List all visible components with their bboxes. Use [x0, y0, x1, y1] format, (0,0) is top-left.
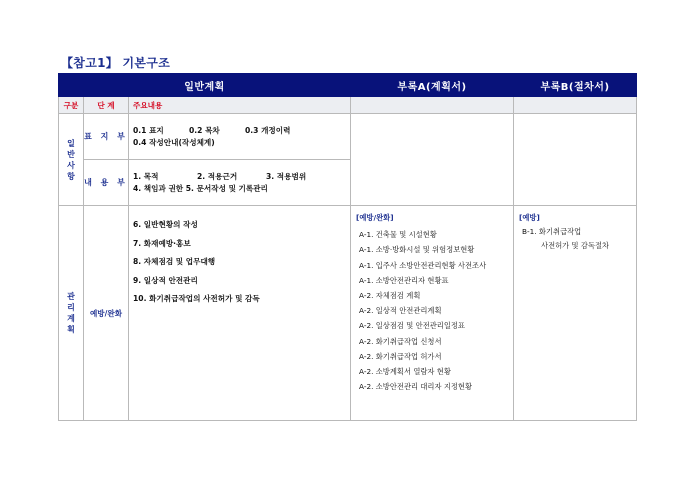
appendix-a-heading: [예방/완화] [356, 213, 394, 222]
section-general-label [59, 114, 84, 206]
section-general-char: 일 [67, 138, 75, 148]
appendix-b-item-cont: 사전허가 및 감독절차 [541, 241, 610, 250]
section-management-char: 리 [67, 303, 75, 312]
section-management-label [59, 206, 84, 421]
content-item: 1. 목적 [133, 171, 159, 181]
appendix-a-item: A-1. 입주사 소방안전관리현황 사전조사 [359, 260, 487, 270]
appendix-a-item: A-1. 소방안전관리자 현황표 [359, 275, 449, 285]
general-appendix-a-empty [351, 114, 514, 206]
management-item: 9. 일상적 안전관리 [133, 275, 198, 285]
cover-item: 0.4 작성안내(작성체계) [133, 137, 215, 147]
general-appendix-b-empty [514, 114, 637, 206]
cover-item: 0.1 표지 [133, 125, 164, 135]
subheader-stage: 단 계 [84, 97, 129, 114]
section-management-char: 계 [67, 314, 75, 323]
structure-table [58, 73, 637, 421]
appendix-b-list [514, 206, 637, 421]
section-management-char: 관 [67, 292, 75, 301]
appendix-a-item: A-2. 화기취급작업 허가서 [359, 351, 442, 361]
appendix-a-item: A-1. 소방·방화시설 및 위험정보현황 [359, 245, 475, 255]
page-title: 【참고1】 기본구조 [61, 56, 171, 70]
management-item: 7. 화재예방·홍보 [133, 238, 191, 248]
content-item: 2. 적용근거 [197, 171, 238, 181]
subheader-content: 주요내용 [129, 97, 351, 114]
header-row [59, 74, 637, 97]
management-item: 6. 일반현황의 작성 [133, 220, 198, 229]
header-appendix-a: 부록A(계획서) [351, 74, 514, 97]
appendix-a-item: A-2. 소방계획서 열람자 현황 [359, 367, 451, 377]
section-management-char: 획 [67, 325, 75, 334]
cover-row [59, 114, 637, 160]
content-item: 4. 책임과 권한 5. 문서작성 및 기록관리 [133, 183, 268, 193]
subheader-empty-a [351, 97, 514, 114]
cover-item: 0.2 목차 [189, 125, 220, 135]
subheader-empty-b [514, 97, 637, 114]
management-content [129, 206, 351, 421]
appendix-a-item: A-2. 소방안전관리 대리자 지정현황 [359, 382, 473, 392]
management-item: 10. 화기취급작업의 사전허가 및 감독 [133, 294, 260, 303]
content-body [129, 160, 351, 206]
stage-cover: 표 지 부 [84, 114, 129, 160]
appendix-a-item: A-2. 자체점검 계획 [359, 291, 421, 301]
stage-prevention: 예방/완화 [84, 206, 129, 421]
cover-content [129, 114, 351, 160]
subheader-category: 구분 [59, 97, 84, 114]
management-item: 8. 자체점검 및 업무대행 [133, 257, 216, 266]
appendix-a-item: A-2. 화기취급작업 신청서 [359, 336, 442, 346]
appendix-b-heading: [예방] [519, 213, 540, 222]
appendix-a-list [351, 206, 514, 421]
subheader-row [59, 97, 637, 114]
header-general-plan: 일반계획 [59, 74, 351, 97]
header-appendix-b: 부록B(절차서) [514, 74, 637, 97]
management-row [59, 206, 637, 421]
content-item: 3. 적용범위 [266, 171, 307, 181]
appendix-a-item: A-2. 일상적 안전관리계획 [359, 306, 442, 316]
cover-item: 0.3 개정이력 [245, 125, 291, 135]
section-general-char: 항 [67, 171, 75, 181]
section-general-char: 사 [67, 160, 75, 170]
stage-content: 내 용 부 [84, 160, 129, 206]
appendix-a-item: A-1. 건축물 및 시설현황 [359, 230, 437, 240]
section-general-char: 반 [67, 149, 75, 159]
appendix-b-item: B-1. 화기취급작업 [522, 227, 582, 236]
appendix-a-item: A-2. 일상점검 및 안전관리일정표 [359, 321, 465, 331]
